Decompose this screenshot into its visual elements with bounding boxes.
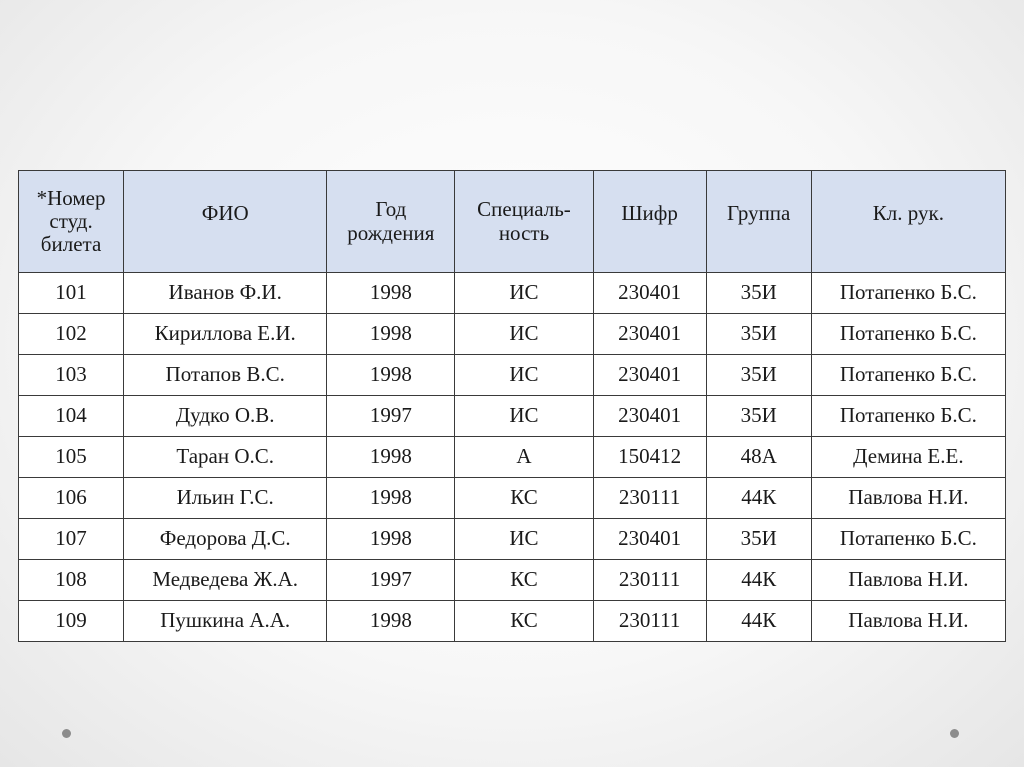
cell-student-id: 107 [19, 519, 124, 560]
header-text: билета [40, 232, 102, 257]
cell-student-id: 109 [19, 601, 124, 642]
cell-code: 230401 [593, 314, 706, 355]
cell-group: 35И [706, 396, 811, 437]
cell-code: 230111 [593, 478, 706, 519]
cell-curator: Потапенко Б.С. [811, 519, 1005, 560]
cell-full-name: Медведева Ж.А. [124, 560, 327, 601]
cell-group: 35И [706, 273, 811, 314]
cell-birth-year: 1998 [327, 273, 455, 314]
header-group [706, 171, 811, 273]
bullet-dot-icon [950, 729, 959, 738]
cell-specialty: А [455, 437, 593, 478]
table-row [19, 478, 1006, 519]
cell-full-name: Дудко О.В. [124, 396, 327, 437]
cell-curator: Потапенко Б.С. [811, 273, 1005, 314]
cell-group: 44К [706, 478, 811, 519]
cell-birth-year: 1998 [327, 314, 455, 355]
cell-code: 230401 [593, 273, 706, 314]
cell-full-name: Кириллова Е.И. [124, 314, 327, 355]
cell-birth-year: 1997 [327, 560, 455, 601]
cell-specialty: ИС [455, 519, 593, 560]
cell-birth-year: 1998 [327, 478, 455, 519]
header-text: Шифр [621, 200, 678, 225]
cell-student-id: 103 [19, 355, 124, 396]
cell-specialty: КС [455, 560, 593, 601]
cell-specialty: КС [455, 478, 593, 519]
cell-full-name: Ильин Г.С. [124, 478, 327, 519]
cell-code: 150412 [593, 437, 706, 478]
cell-curator: Павлова Н.И. [811, 560, 1005, 601]
cell-birth-year: 1998 [327, 601, 455, 642]
cell-group: 35И [706, 355, 811, 396]
header-text: ФИО [201, 200, 249, 225]
cell-full-name: Иванов Ф.И. [124, 273, 327, 314]
cell-group: 35И [706, 519, 811, 560]
cell-curator: Павлова Н.И. [811, 478, 1005, 519]
cell-code: 230111 [593, 560, 706, 601]
cell-curator: Потапенко Б.С. [811, 396, 1005, 437]
cell-group: 48А [706, 437, 811, 478]
cell-full-name: Потапов В.С. [124, 355, 327, 396]
students-table [18, 170, 1006, 642]
cell-student-id: 106 [19, 478, 124, 519]
header-birth-year [327, 171, 455, 273]
cell-curator: Демина Е.Е. [811, 437, 1005, 478]
cell-curator: Потапенко Б.С. [811, 314, 1005, 355]
cell-curator: Павлова Н.И. [811, 601, 1005, 642]
header-text: студ. [49, 208, 93, 233]
table-row [19, 437, 1006, 478]
cell-student-id: 105 [19, 437, 124, 478]
header-text: *Номер [36, 185, 106, 210]
cell-group: 44К [706, 560, 811, 601]
header-student-id [19, 171, 124, 273]
cell-full-name: Федорова Д.С. [124, 519, 327, 560]
header-full-name [124, 171, 327, 273]
cell-code: 230401 [593, 519, 706, 560]
cell-student-id: 104 [19, 396, 124, 437]
table-row [19, 519, 1006, 560]
cell-specialty: ИС [455, 355, 593, 396]
cell-specialty: ИС [455, 273, 593, 314]
cell-birth-year: 1998 [327, 437, 455, 478]
header-text: Год [375, 197, 407, 222]
header-specialty [455, 171, 593, 273]
cell-birth-year: 1997 [327, 396, 455, 437]
cell-birth-year: 1998 [327, 355, 455, 396]
cell-student-id: 108 [19, 560, 124, 601]
cell-student-id: 101 [19, 273, 124, 314]
table-row [19, 396, 1006, 437]
cell-code: 230401 [593, 355, 706, 396]
bullet-dot-icon [62, 729, 71, 738]
cell-specialty: ИС [455, 314, 593, 355]
header-text: Кл. рук. [872, 200, 944, 225]
cell-group: 44К [706, 601, 811, 642]
table-row [19, 601, 1006, 642]
cell-curator: Потапенко Б.С. [811, 355, 1005, 396]
cell-group: 35И [706, 314, 811, 355]
cell-code: 230111 [593, 601, 706, 642]
cell-code: 230401 [593, 396, 706, 437]
cell-birth-year: 1998 [327, 519, 455, 560]
cell-specialty: КС [455, 601, 593, 642]
cell-specialty: ИС [455, 396, 593, 437]
table-row [19, 355, 1006, 396]
table-row [19, 560, 1006, 601]
header-curator [811, 171, 1005, 273]
header-code [593, 171, 706, 273]
table-row [19, 273, 1006, 314]
cell-full-name: Таран О.С. [124, 437, 327, 478]
header-text: рождения [347, 220, 435, 245]
header-text: Группа [727, 200, 791, 225]
table-row [19, 314, 1006, 355]
cell-full-name: Пушкина А.А. [124, 601, 327, 642]
header-text: Специаль- [477, 197, 571, 222]
header-text: ность [498, 220, 550, 245]
header-row [19, 171, 1006, 273]
cell-student-id: 102 [19, 314, 124, 355]
